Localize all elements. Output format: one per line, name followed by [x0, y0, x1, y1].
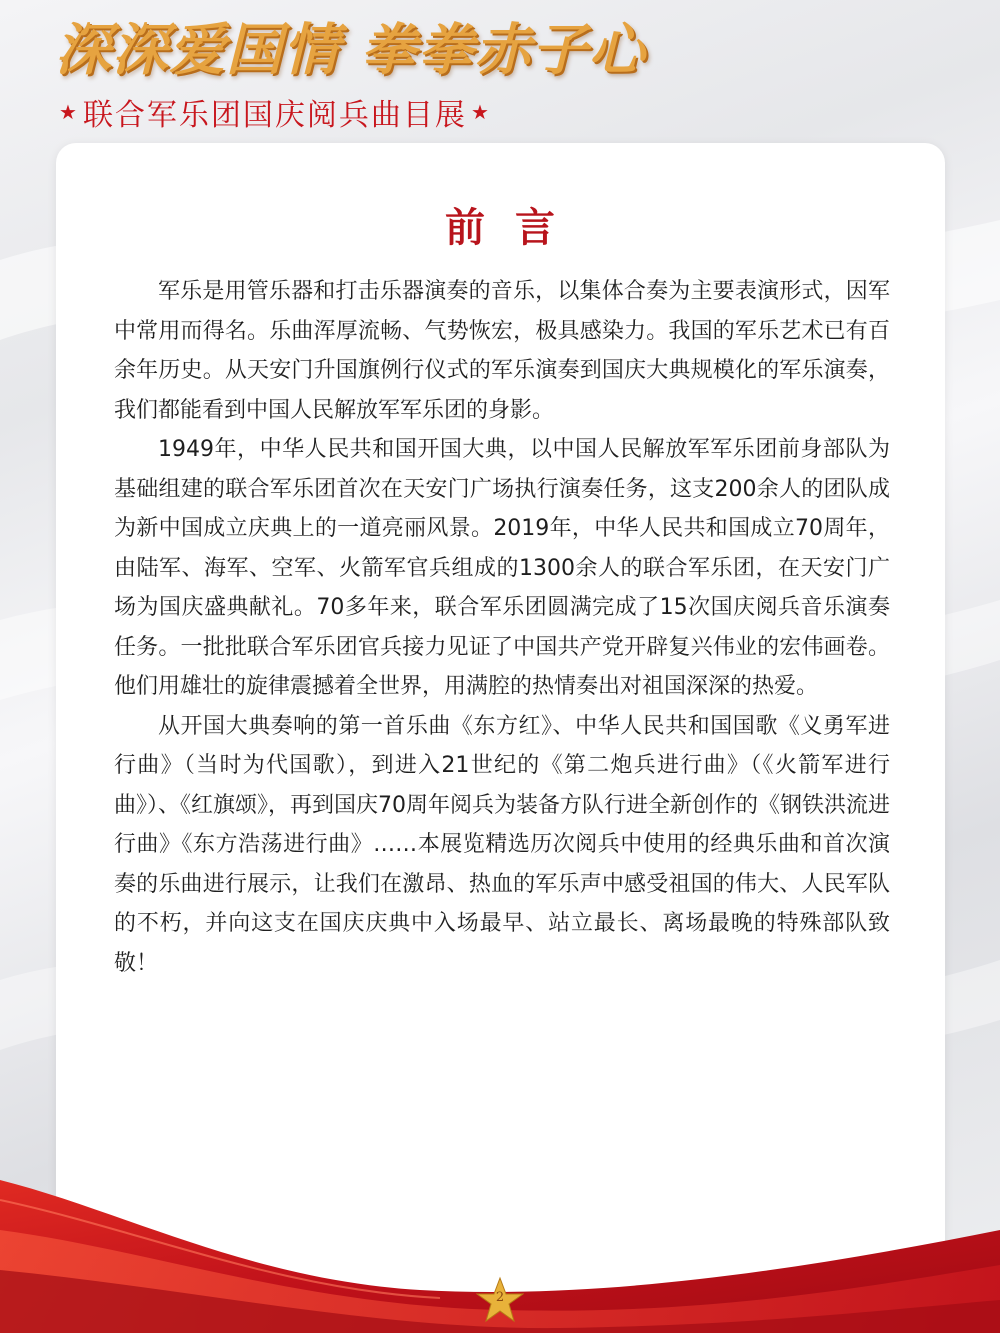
star-icon: ★ [470, 100, 491, 124]
preface-body [114, 272, 890, 983]
paragraph: 1949年，中华人民共和国开国大典，以中国人民解放军军乐团前身部队为基础组建的联合军乐团首次在天安门广场执行演奏任务，这支200余人的团队成为新中国成立庆典上的一道亮丽风景。2019年，中华人民共和国成立70周年，由陆军、海军、空军、火箭军官兵组成的1300余人的联合军乐团，在天安门广场为国庆盛典献礼。70多年来，联合军乐团圆满完成了15次国庆阅兵音乐演奏任务。一批批联合军乐团官兵接力见证了中国共产党开辟复兴伟业的宏伟画卷。他们用雄壮的旋律震撼着全世界，用满腔的热情奏出对祖国深深的热爱。 [114, 437, 890, 699]
main-title: 深深爱国情 拳拳赤子心 [55, 18, 646, 83]
paragraph: 军乐是用管乐器和打击乐器演奏的音乐，以集体合奏为主要表演形式，因军中常用而得名。乐曲浑厚流畅、气势恢宏，极具感染力。我国的军乐艺术已有百余年历史。从天安门升国旗例行仪式的军乐演奏到国庆大典规模化的军乐演奏，我们都能看到中国人民解放军军乐团的身影。 [114, 279, 890, 423]
paragraph: 从开国大典奏响的第一首乐曲《东方红》、中华人民共和国国歌《义勇军进行曲》（当时为代国歌），到进入21世纪的《第二炮兵进行曲》（《火箭军进行曲》）、《红旗颂》，再到国庆70周年阅兵为装备方队行进全新创作的《钢铁洪流进行曲》《东方浩荡进行曲》……本展览精选历次阅兵中使用的经典乐曲和首次演奏的乐曲进行展示，让我们在激昂、热血的军乐声中感受祖国的伟大、人民军队的不朽，并向这支在国庆庆典中入场最早、站立最长、离场最晚的特殊部队致敬！ [114, 713, 890, 976]
star-icon: ★ [59, 100, 79, 124]
page-number: 2 [495, 1290, 505, 1305]
preface-heading: 前言 [445, 204, 585, 251]
subtitle-banner [55, 92, 495, 132]
subtitle-text: 联合军乐团国庆阅兵曲目展 [82, 98, 467, 133]
